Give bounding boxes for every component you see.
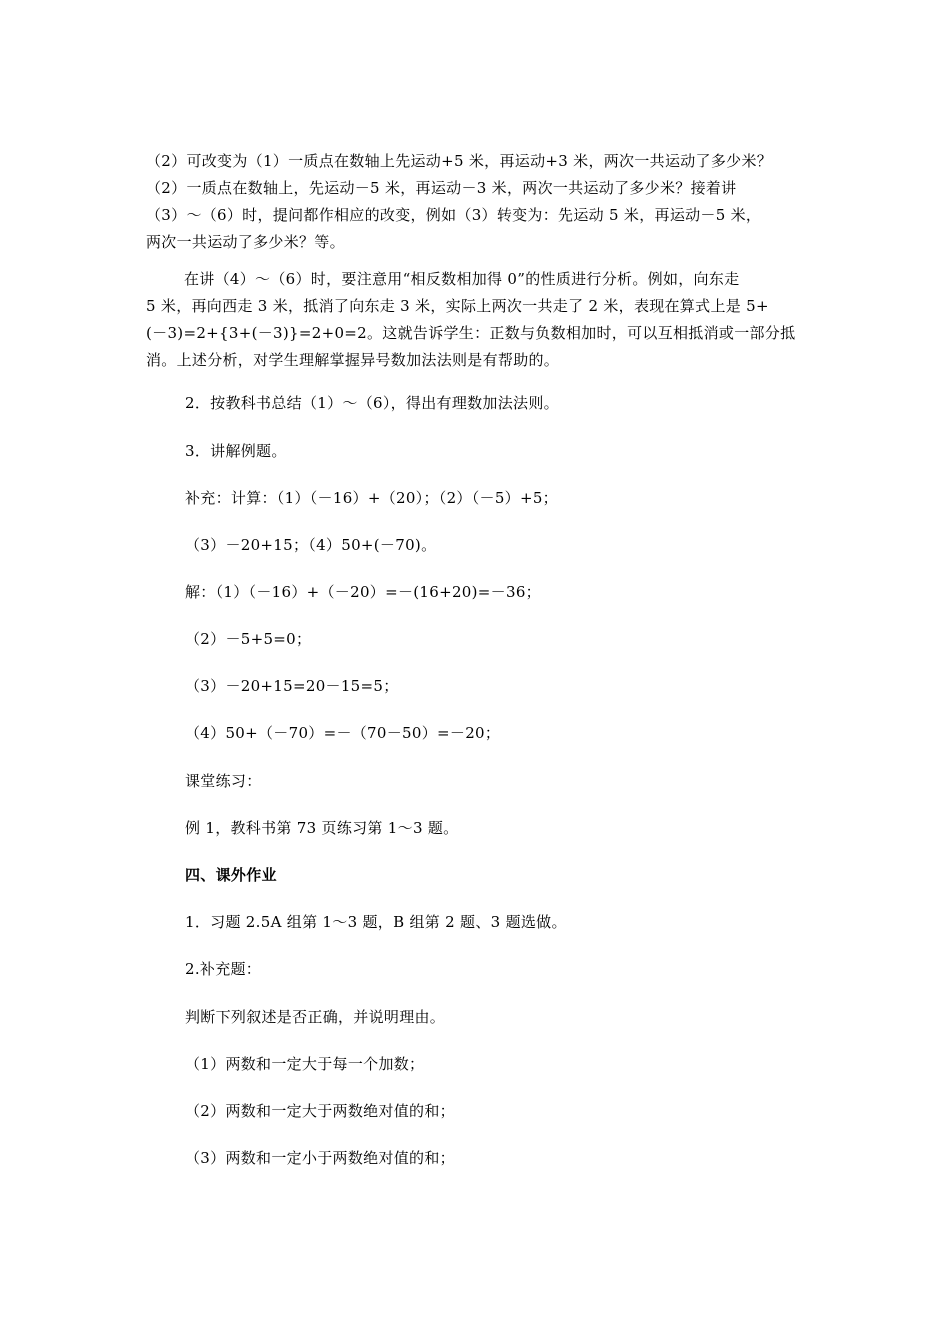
paragraph-variation — [146, 148, 810, 256]
paragraph-line: 消。上述分析，对学生理解掌握异号数加法法则是有帮助的。 — [146, 351, 560, 369]
paragraph-line: (－3)=2+{3+(－3)}=2+0=2。这就告诉学生：正数与负数相加时，可以互相抵消或一部分抵 — [146, 324, 796, 342]
supplement-line-continued: （3）－20+15；（4）50+(－70)。 — [185, 536, 437, 554]
paragraph-line: 5 米，再向西走 3 米，抵消了向东走 3 米，实际上两次一共走了 2 米，表现在算式上是 5+ — [146, 297, 769, 315]
classwork-item: 例 1，教科书第 73 页练习第 1～3 题。 — [185, 819, 459, 837]
solution-line-1: 解：（1）（－16）+（－20）=－(16+20)=－36； — [185, 583, 541, 601]
solution-line-3: （3）－20+15=20－15=5； — [185, 677, 399, 695]
homework-question-3: （3）两数和一定小于两数绝对值的和； — [185, 1149, 455, 1167]
homework-item-2: 2.补充题： — [185, 960, 262, 978]
section-heading-homework: 四、课外作业 — [185, 866, 277, 884]
homework-item-1: 1．习题 2.5A 组第 1～3 题，B 组第 2 题、3 题选做。 — [185, 913, 567, 931]
solution-line-2: （2）－5+5=0； — [185, 630, 312, 648]
classwork-title: 课堂练习： — [185, 772, 262, 790]
paragraph-line: （3）～（6）时，提问都作相应的改变，例如（3）转变为：先运动 5 米，再运动－5 米， — [146, 206, 762, 224]
paragraph-analysis — [146, 266, 810, 374]
step-summary: 2．按教科书总结（1）～（6），得出有理数加法法则。 — [185, 394, 559, 412]
paragraph-line: 两次一共运动了多少米？等。 — [146, 233, 345, 251]
step-examples: 3．讲解例题。 — [185, 442, 287, 460]
homework-instruction: 判断下列叙述是否正确，并说明理由。 — [185, 1008, 446, 1026]
homework-question-2: （2）两数和一定大于两数绝对值的和； — [185, 1102, 455, 1120]
supplement-line: 补充：计算：（1）（－16）+（20）；（2）（－5）+5； — [185, 489, 558, 507]
homework-question-1: （1）两数和一定大于每一个加数； — [185, 1055, 425, 1073]
paragraph-line: （2）可改变为（1）一质点在数轴上先运动+5 米，再运动+3 米，两次一共运动了多少米？ — [146, 152, 773, 170]
paragraph-line: （2）一质点在数轴上，先运动－5 米，再运动－3 米，两次一共运动了多少米？接着讲 — [146, 179, 737, 197]
paragraph-line: 在讲（4）～（6）时，要注意用“相反数相加得 0”的性质进行分析。例如，向东走 — [184, 270, 740, 288]
solution-line-4: （4）50+（－70）=－（70－50）=－20； — [185, 724, 501, 742]
